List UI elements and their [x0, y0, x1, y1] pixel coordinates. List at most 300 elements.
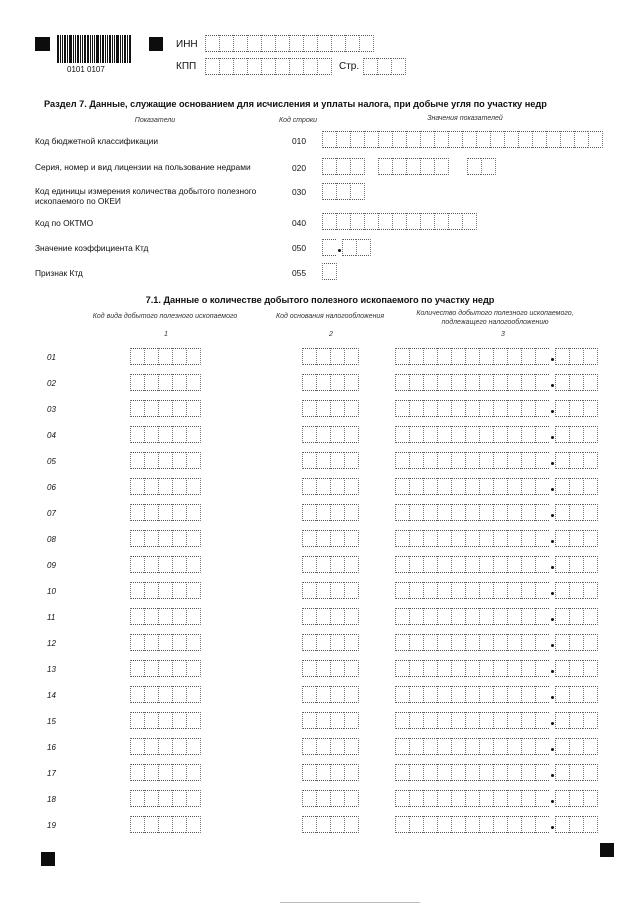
char-cell[interactable] [535, 556, 549, 573]
char-cell[interactable] [409, 504, 423, 521]
char-cell[interactable] [555, 634, 569, 651]
char-cell[interactable] [344, 504, 359, 521]
char-cell[interactable] [144, 426, 158, 443]
char-cell[interactable] [302, 816, 316, 833]
char-cell[interactable] [219, 35, 233, 52]
char-cell[interactable] [423, 426, 437, 443]
char-cell[interactable] [409, 478, 423, 495]
char-cell[interactable] [437, 608, 451, 625]
mineral-code-field[interactable] [130, 660, 201, 677]
char-cell[interactable] [583, 400, 598, 417]
char-cell[interactable] [535, 660, 549, 677]
char-cell[interactable] [423, 816, 437, 833]
char-cell[interactable] [316, 530, 330, 547]
char-cell[interactable] [186, 374, 201, 391]
mineral-code-field[interactable] [130, 712, 201, 729]
char-cell[interactable] [535, 634, 549, 651]
char-cell[interactable] [535, 478, 549, 495]
char-cell[interactable] [409, 712, 423, 729]
char-cell[interactable] [507, 400, 521, 417]
char-cell[interactable] [316, 816, 330, 833]
char-cell[interactable] [172, 764, 186, 781]
char-cell[interactable] [363, 58, 377, 75]
taxable-quantity-field[interactable] [395, 686, 598, 703]
char-cell[interactable] [420, 213, 434, 230]
char-cell[interactable] [479, 790, 493, 807]
page-number-field[interactable] [363, 58, 406, 75]
char-cell[interactable] [521, 712, 535, 729]
char-cell[interactable] [569, 400, 583, 417]
char-cell[interactable] [316, 790, 330, 807]
taxation-basis-field[interactable] [302, 452, 359, 469]
char-cell[interactable] [437, 374, 451, 391]
char-cell[interactable] [344, 478, 359, 495]
char-cell[interactable] [186, 738, 201, 755]
char-cell[interactable] [409, 556, 423, 573]
taxation-basis-field[interactable] [302, 582, 359, 599]
char-cell[interactable] [507, 426, 521, 443]
char-cell[interactable] [158, 530, 172, 547]
char-cell[interactable] [465, 738, 479, 755]
char-cell[interactable] [344, 556, 359, 573]
char-cell[interactable] [555, 530, 569, 547]
char-cell[interactable] [479, 634, 493, 651]
mineral-code-field[interactable] [130, 816, 201, 833]
license-number-field[interactable] [378, 158, 449, 175]
mineral-code-field[interactable] [130, 764, 201, 781]
char-cell[interactable] [130, 478, 144, 495]
char-cell[interactable] [583, 738, 598, 755]
char-cell[interactable] [409, 400, 423, 417]
char-cell[interactable] [322, 239, 336, 256]
char-cell[interactable] [583, 660, 598, 677]
char-cell[interactable] [409, 348, 423, 365]
char-cell[interactable] [316, 478, 330, 495]
char-cell[interactable] [395, 686, 409, 703]
taxation-basis-field[interactable] [302, 530, 359, 547]
char-cell[interactable] [507, 374, 521, 391]
char-cell[interactable] [409, 452, 423, 469]
char-cell[interactable] [409, 816, 423, 833]
char-cell[interactable] [350, 131, 364, 148]
char-cell[interactable] [521, 400, 535, 417]
char-cell[interactable] [423, 478, 437, 495]
char-cell[interactable] [507, 660, 521, 677]
char-cell[interactable] [583, 686, 598, 703]
char-cell[interactable] [378, 131, 392, 148]
char-cell[interactable] [507, 608, 521, 625]
char-cell[interactable] [395, 634, 409, 651]
license-type-field[interactable] [467, 158, 496, 175]
char-cell[interactable] [186, 686, 201, 703]
char-cell[interactable] [322, 263, 337, 280]
char-cell[interactable] [437, 738, 451, 755]
char-cell[interactable] [186, 582, 201, 599]
char-cell[interactable] [144, 504, 158, 521]
char-cell[interactable] [521, 816, 535, 833]
char-cell[interactable] [186, 530, 201, 547]
char-cell[interactable] [289, 58, 303, 75]
char-cell[interactable] [535, 504, 549, 521]
char-cell[interactable] [344, 660, 359, 677]
char-cell[interactable] [130, 452, 144, 469]
char-cell[interactable] [377, 58, 391, 75]
char-cell[interactable] [423, 504, 437, 521]
char-cell[interactable] [344, 712, 359, 729]
char-cell[interactable] [144, 348, 158, 365]
char-cell[interactable] [535, 582, 549, 599]
char-cell[interactable] [437, 634, 451, 651]
char-cell[interactable] [451, 478, 465, 495]
char-cell[interactable] [302, 608, 316, 625]
char-cell[interactable] [158, 426, 172, 443]
char-cell[interactable] [330, 452, 344, 469]
char-cell[interactable] [535, 348, 549, 365]
char-cell[interactable] [521, 530, 535, 547]
char-cell[interactable] [130, 660, 144, 677]
char-cell[interactable] [532, 131, 546, 148]
char-cell[interactable] [451, 712, 465, 729]
mineral-code-field[interactable] [130, 400, 201, 417]
char-cell[interactable] [316, 374, 330, 391]
char-cell[interactable] [130, 816, 144, 833]
char-cell[interactable] [555, 790, 569, 807]
char-cell[interactable] [569, 374, 583, 391]
char-cell[interactable] [521, 660, 535, 677]
char-cell[interactable] [395, 816, 409, 833]
char-cell[interactable] [186, 790, 201, 807]
char-cell[interactable] [144, 556, 158, 573]
char-cell[interactable] [437, 426, 451, 443]
char-cell[interactable] [479, 530, 493, 547]
char-cell[interactable] [233, 58, 247, 75]
char-cell[interactable] [261, 58, 275, 75]
char-cell[interactable] [158, 582, 172, 599]
mineral-code-field[interactable] [130, 634, 201, 651]
char-cell[interactable] [507, 816, 521, 833]
char-cell[interactable] [479, 504, 493, 521]
char-cell[interactable] [144, 400, 158, 417]
char-cell[interactable] [521, 556, 535, 573]
char-cell[interactable] [172, 712, 186, 729]
char-cell[interactable] [521, 426, 535, 443]
char-cell[interactable] [546, 131, 560, 148]
char-cell[interactable] [302, 686, 316, 703]
char-cell[interactable] [583, 608, 598, 625]
char-cell[interactable] [493, 582, 507, 599]
char-cell[interactable] [521, 452, 535, 469]
char-cell[interactable] [186, 816, 201, 833]
char-cell[interactable] [583, 452, 598, 469]
char-cell[interactable] [465, 608, 479, 625]
taxable-quantity-field[interactable] [395, 556, 598, 573]
char-cell[interactable] [302, 374, 316, 391]
char-cell[interactable] [302, 582, 316, 599]
char-cell[interactable] [172, 582, 186, 599]
char-cell[interactable] [569, 348, 583, 365]
char-cell[interactable] [395, 452, 409, 469]
char-cell[interactable] [521, 790, 535, 807]
char-cell[interactable] [158, 816, 172, 833]
char-cell[interactable] [302, 764, 316, 781]
char-cell[interactable] [479, 764, 493, 781]
char-cell[interactable] [364, 131, 378, 148]
char-cell[interactable] [172, 400, 186, 417]
char-cell[interactable] [172, 478, 186, 495]
mineral-code-field[interactable] [130, 530, 201, 547]
char-cell[interactable] [130, 686, 144, 703]
char-cell[interactable] [569, 764, 583, 781]
char-cell[interactable] [423, 686, 437, 703]
char-cell[interactable] [409, 686, 423, 703]
char-cell[interactable] [275, 58, 289, 75]
char-cell[interactable] [302, 426, 316, 443]
char-cell[interactable] [330, 478, 344, 495]
char-cell[interactable] [493, 738, 507, 755]
char-cell[interactable] [555, 348, 569, 365]
char-cell[interactable] [507, 582, 521, 599]
char-cell[interactable] [395, 660, 409, 677]
char-cell[interactable] [434, 158, 449, 175]
char-cell[interactable] [409, 790, 423, 807]
char-cell[interactable] [409, 634, 423, 651]
char-cell[interactable] [451, 530, 465, 547]
char-cell[interactable] [521, 634, 535, 651]
char-cell[interactable] [172, 738, 186, 755]
char-cell[interactable] [437, 348, 451, 365]
char-cell[interactable] [569, 790, 583, 807]
char-cell[interactable] [465, 452, 479, 469]
taxation-basis-field[interactable] [302, 660, 359, 677]
char-cell[interactable] [322, 131, 336, 148]
char-cell[interactable] [144, 686, 158, 703]
char-cell[interactable] [316, 582, 330, 599]
char-cell[interactable] [144, 816, 158, 833]
char-cell[interactable] [158, 504, 172, 521]
char-cell[interactable] [158, 712, 172, 729]
char-cell[interactable] [344, 530, 359, 547]
char-cell[interactable] [336, 158, 350, 175]
char-cell[interactable] [144, 530, 158, 547]
char-cell[interactable] [316, 400, 330, 417]
inn-field[interactable] [205, 35, 374, 52]
char-cell[interactable] [560, 131, 574, 148]
char-cell[interactable] [130, 374, 144, 391]
char-cell[interactable] [451, 738, 465, 755]
char-cell[interactable] [316, 686, 330, 703]
char-cell[interactable] [186, 348, 201, 365]
taxable-quantity-field[interactable] [395, 452, 598, 469]
char-cell[interactable] [465, 582, 479, 599]
char-cell[interactable] [130, 712, 144, 729]
taxable-quantity-field[interactable] [395, 660, 598, 677]
char-cell[interactable] [521, 478, 535, 495]
char-cell[interactable] [330, 790, 344, 807]
char-cell[interactable] [535, 712, 549, 729]
char-cell[interactable] [437, 504, 451, 521]
char-cell[interactable] [395, 400, 409, 417]
char-cell[interactable] [465, 426, 479, 443]
char-cell[interactable] [507, 634, 521, 651]
char-cell[interactable] [144, 712, 158, 729]
char-cell[interactable] [465, 816, 479, 833]
char-cell[interactable] [317, 58, 332, 75]
char-cell[interactable] [350, 213, 364, 230]
char-cell[interactable] [158, 608, 172, 625]
char-cell[interactable] [233, 35, 247, 52]
char-cell[interactable] [465, 712, 479, 729]
char-cell[interactable] [144, 738, 158, 755]
char-cell[interactable] [479, 452, 493, 469]
char-cell[interactable] [493, 634, 507, 651]
char-cell[interactable] [158, 764, 172, 781]
taxation-basis-field[interactable] [302, 790, 359, 807]
taxable-quantity-field[interactable] [395, 348, 598, 365]
char-cell[interactable] [535, 686, 549, 703]
char-cell[interactable] [330, 816, 344, 833]
char-cell[interactable] [342, 239, 356, 256]
taxable-quantity-field[interactable] [395, 582, 598, 599]
kpp-field[interactable] [205, 58, 332, 75]
char-cell[interactable] [302, 530, 316, 547]
taxable-quantity-field[interactable] [395, 712, 598, 729]
char-cell[interactable] [344, 764, 359, 781]
char-cell[interactable] [186, 426, 201, 443]
char-cell[interactable] [359, 35, 374, 52]
char-cell[interactable] [130, 556, 144, 573]
char-cell[interactable] [569, 634, 583, 651]
char-cell[interactable] [144, 790, 158, 807]
char-cell[interactable] [569, 530, 583, 547]
char-cell[interactable] [395, 504, 409, 521]
char-cell[interactable] [316, 504, 330, 521]
char-cell[interactable] [186, 634, 201, 651]
char-cell[interactable] [465, 634, 479, 651]
char-cell[interactable] [172, 530, 186, 547]
char-cell[interactable] [344, 400, 359, 417]
char-cell[interactable] [479, 400, 493, 417]
char-cell[interactable] [423, 452, 437, 469]
char-cell[interactable] [555, 478, 569, 495]
taxation-basis-field[interactable] [302, 738, 359, 755]
mineral-code-field[interactable] [130, 790, 201, 807]
char-cell[interactable] [521, 504, 535, 521]
taxable-quantity-field[interactable] [395, 790, 598, 807]
char-cell[interactable] [261, 35, 275, 52]
char-cell[interactable] [316, 738, 330, 755]
char-cell[interactable] [423, 712, 437, 729]
char-cell[interactable] [507, 764, 521, 781]
kbk-field[interactable] [322, 131, 603, 148]
char-cell[interactable] [395, 582, 409, 599]
char-cell[interactable] [316, 608, 330, 625]
char-cell[interactable] [186, 400, 201, 417]
char-cell[interactable] [437, 400, 451, 417]
char-cell[interactable] [583, 816, 598, 833]
taxation-basis-field[interactable] [302, 816, 359, 833]
char-cell[interactable] [144, 764, 158, 781]
char-cell[interactable] [465, 686, 479, 703]
char-cell[interactable] [555, 712, 569, 729]
char-cell[interactable] [451, 660, 465, 677]
char-cell[interactable] [437, 582, 451, 599]
char-cell[interactable] [535, 452, 549, 469]
char-cell[interactable] [186, 556, 201, 573]
mineral-code-field[interactable] [130, 348, 201, 365]
char-cell[interactable] [535, 530, 549, 547]
char-cell[interactable] [493, 348, 507, 365]
char-cell[interactable] [395, 426, 409, 443]
char-cell[interactable] [409, 426, 423, 443]
char-cell[interactable] [344, 816, 359, 833]
char-cell[interactable] [409, 530, 423, 547]
char-cell[interactable] [378, 213, 392, 230]
mineral-code-field[interactable] [130, 426, 201, 443]
char-cell[interactable] [330, 426, 344, 443]
char-cell[interactable] [158, 738, 172, 755]
char-cell[interactable] [331, 35, 345, 52]
char-cell[interactable] [344, 738, 359, 755]
char-cell[interactable] [345, 35, 359, 52]
char-cell[interactable] [395, 530, 409, 547]
char-cell[interactable] [535, 738, 549, 755]
taxation-basis-field[interactable] [302, 556, 359, 573]
taxation-basis-field[interactable] [302, 400, 359, 417]
char-cell[interactable] [437, 686, 451, 703]
char-cell[interactable] [479, 738, 493, 755]
char-cell[interactable] [437, 764, 451, 781]
char-cell[interactable] [205, 58, 219, 75]
char-cell[interactable] [186, 504, 201, 521]
taxation-basis-field[interactable] [302, 634, 359, 651]
char-cell[interactable] [219, 58, 233, 75]
char-cell[interactable] [451, 348, 465, 365]
char-cell[interactable] [493, 400, 507, 417]
taxable-quantity-field[interactable] [395, 478, 598, 495]
char-cell[interactable] [555, 686, 569, 703]
char-cell[interactable] [322, 213, 336, 230]
taxable-quantity-field[interactable] [395, 738, 598, 755]
char-cell[interactable] [423, 660, 437, 677]
char-cell[interactable] [437, 556, 451, 573]
char-cell[interactable] [451, 452, 465, 469]
char-cell[interactable] [316, 634, 330, 651]
char-cell[interactable] [423, 764, 437, 781]
char-cell[interactable] [316, 452, 330, 469]
char-cell[interactable] [583, 764, 598, 781]
char-cell[interactable] [437, 712, 451, 729]
char-cell[interactable] [406, 131, 420, 148]
char-cell[interactable] [395, 608, 409, 625]
char-cell[interactable] [555, 816, 569, 833]
char-cell[interactable] [330, 608, 344, 625]
char-cell[interactable] [569, 816, 583, 833]
char-cell[interactable] [275, 35, 289, 52]
taxable-quantity-field[interactable] [395, 764, 598, 781]
char-cell[interactable] [316, 556, 330, 573]
char-cell[interactable] [507, 530, 521, 547]
char-cell[interactable] [555, 660, 569, 677]
char-cell[interactable] [569, 504, 583, 521]
char-cell[interactable] [451, 504, 465, 521]
char-cell[interactable] [395, 556, 409, 573]
char-cell[interactable] [423, 582, 437, 599]
char-cell[interactable] [465, 478, 479, 495]
char-cell[interactable] [302, 790, 316, 807]
taxable-quantity-field[interactable] [395, 634, 598, 651]
char-cell[interactable] [493, 790, 507, 807]
char-cell[interactable] [144, 634, 158, 651]
